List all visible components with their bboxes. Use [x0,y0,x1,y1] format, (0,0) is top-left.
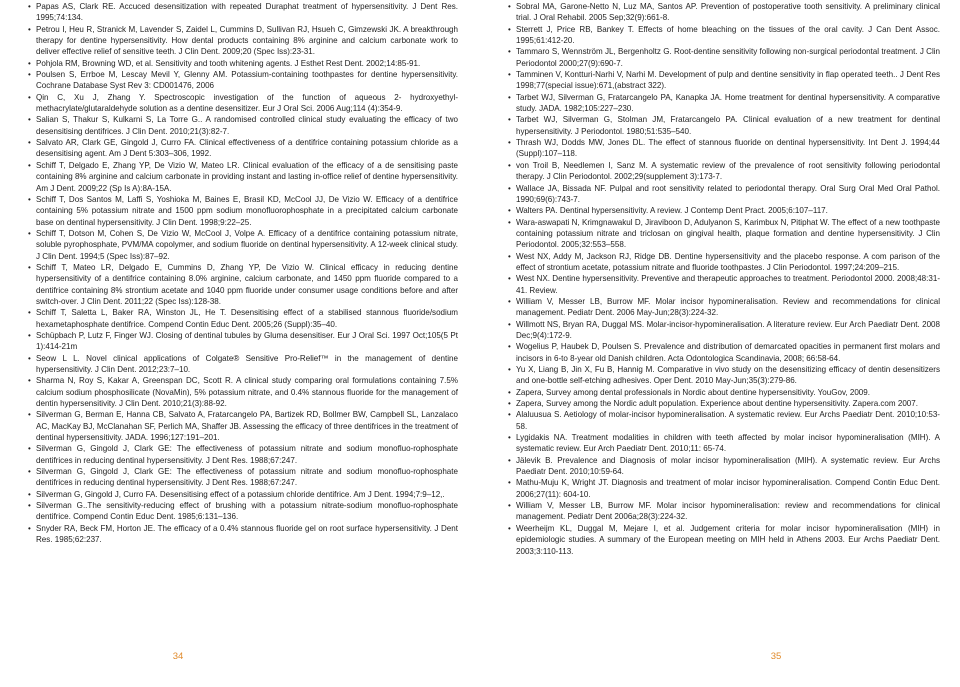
reference-item: • Wogelius P, Haubek D, Poulsen S. Prevalence and distribution of demarcated opacities in permanent first molars and incisors in 6-to 8-year old Danish children. Acta Odontologica Scandinavia, 2008; 66:58-64. [508,341,940,364]
reference-item: • Pohjola RM, Browning WD, et al. Sensitivity and tooth whitening agents. J Esthet Rest Dent. 2002;14:85-91. [28,58,458,69]
reference-item: • Sobral MA, Garone-Netto N, Luz MA, Santos AP. Prevention of postoperative tooth sensitivity. A preliminary clinical trial. J Oral Rehabil. 2005 Sep;32(9):661-8. [508,1,940,24]
reference-item: • Mathu-Muju K, Wright JT. Diagnosis and treatment of molar incisor hypomineralisation. Compend Contin Educ Dent. 2006;27(11): 604-10. [508,477,940,500]
reference-item: • Sharma N, Roy S, Kakar A, Greenspan DC, Scott R. A clinical study comparing oral formulations containing 7.5% calcium sodium phosphosilicate (NovaMin), 5% potassium nitrate, and 0.4% stannous fluoride for the management of dentin hypersensitivity. J Clin Dent. 2010;21(3):88-92. [28,375,458,409]
reference-item: • Schiff T, Dotson M, Cohen S, De Vizio W, McCool J, Volpe A. Efficacy of a dentifrice containing potassium nitrate, soluble pyrophosphate, PVM/MA copolymer, and sodium fluoride on dentinal hypersensitivity. A 12-week clinical study. J Clin Dent. 1994;5 (Spec Iss):87–92. [28,228,458,262]
reference-item: • Silverman G, Gingold J, Clark GE: The effectiveness of potassium nitrate and sodium monofluo-rophosphate dentifrices in reducing dentinal hypersensitivity. J Dent Res. 1988;67:247. [28,443,458,466]
reference-item: • Jälevik B. Prevalence and Diagnosis of molar incisor hypomineralisation (MIH). A systematic review. Eur Archs Paediatr Dent. 2010;10:59-64. [508,455,940,478]
reference-item: • Schiff T, Mateo LR, Delgado E, Cummins D, Zhang YP, De Vizio W. Clinical efficacy in reducing dentine hypersensitivity of a dentifrice containing 8.0% arginine, calcium carbonate, and 1450 ppm fluoride compared to a dentifrice containing 8% strontium acetate and 1040 ppm fluoride under consumer usage conditions before and after switch-over. J Clin Dent. 2011;22 (Spec Iss):128-38. [28,262,458,307]
reference-item: • Poulsen S, Errboe M, Lescay Mevil Y, Glenny AM. Potassium-containing toothpastes for dentine hypersensitivity. Cochrane Database Syst Rev 3: CD001476, 2006 [28,69,458,92]
page-number-right: 35 [770,651,782,662]
reference-list-left [28,1,458,546]
reference-item: • Tammaro S, Wennström JL, Bergenholtz G. Root-dentine sensitivity following non-surgical periodontal treatment. J Clin Periodontol 2000;27(9):690-7. [508,46,940,69]
reference-item: • Thrash WJ, Dodds MW, Jones DL. The effect of stannous fluoride on dentinal hypersensitivity. Int Dent J. 1994;44 (Suppl):107–118. [508,137,940,160]
reference-item: • Petrou I, Heu R, Stranick M, Lavender S, Zaidel L, Cummins D, Sullivan RJ, Hsueh C, Gimzewski JK. A breakthrough therapy for dentine hypersensitivity. How dental products containing 8% arginine and calcium carbonate work to deliver effective relief of sensitive teeth. J Clin Dent. 2009;20 (Spec Iss):23-31. [28,24,458,58]
reference-item: • West NX, Addy M, Jackson RJ, Ridge DB. Dentine hypersensitivity and the placebo response. A com parison of the effect of strontium acetate, potassium nitrate and fluoride toothpastes. J Clin Periodontol. 1997;24:209–215. [508,251,940,274]
reference-item: • Schüpbach P, Lutz F, Finger WJ. Closing of dentinal tubules by Gluma desensitiser. Eur J Oral Sci. 1997 Oct;105(5 Pt 1):414-21m [28,330,458,353]
reference-item: • Salian S, Thakur S, Kulkarni S, La Torre G.. A randomised controlled clinical study evaluating the efficacy of two desensitising dentifrices. J Clin Dent. 2010;21(3):82-7. [28,114,458,137]
reference-item: • Sterrett J, Price RB, Bankey T. Effects of home bleaching on the tissues of the oral cavity. J Can Dent Assoc. 1995;61:412-20. [508,24,940,47]
reference-item: • Silverman G, Gingold J, Curro FA. Desensitising effect of a potassium chloride dentifrice. Am J Dent. 1994;7:9–12,. [28,489,458,500]
reference-item: • Papas AS, Clark RE. Accuced desensitization with repeated Duraphat treatment of hypersensitivity. J Dent Res. 1995;74:134. [28,1,458,24]
reference-item: • Snyder RA, Beck FM, Horton JE. The efficacy of a 0.4% stannous fluoride gel on root surface hypersensitivity. J Dent Res. 1985;62:237. [28,523,458,546]
reference-item: • Schiff T, Saletta L, Baker RA, Winston JL, He T. Desensitising effect of a stabilised stannous fluoride/sodium hexametaphosphate dentifrice. Compend Contin Educ Dent. 2005;26 (Suppl):35–40. [28,307,458,330]
reference-item: • William V, Messer LB, Burrow MF. Molar incisor hypomineralisation: review and recommendations for clinical management. Pediatr Dent 2006a;28(3):224-32. [508,500,940,523]
reference-item: • Seow L L. Novel clinical applications of Colgate® Sensitive Pro-Relief™ in the management of dentine hypersensitivity. J Clin Dent. 2012;23:7–10. [28,353,458,376]
right-page [480,0,960,687]
reference-item: • Qin C, Xu J, Zhang Y. Spectroscopic investigation of the function of aqueous 2- hydroxyethyl-methacrylate/glutaraldehyde solution as a dentine desensitizer. Eur J Oral Sci. 2006 Aug;114 (4):354-9. [28,92,458,115]
reference-item: • Walters PA. Dentinal hypersensitivity. A review. J Contemp Dent Pract. 2005;6:107–117. [508,205,940,216]
page-number-left: 34 [172,651,184,662]
reference-item: • Silverman G, Berman E, Hanna CB, Salvato A, Fratarcangelo PA, Bartizek RD, Bollmer BW, Campbell SL, Lanzalaco AC, MacKay BJ, McClanahan SF, Perlich MA, Shaffer JB. Assessing the efficacy of three dentifrices in the treatment of dentinal hypersensitivity. JADA. 1996;127:191–201. [28,409,458,443]
reference-item: • Schiff T, Dos Santos M, Laffi S, Yoshioka M, Baines E, Brasil KD, McCool JJ, De Vizio W. Efficacy of a dentifrice containing 5% potassium nitrate and 1500 ppm sodium monofluorophosphate in a precipitated calcium carbonate base on dentinal hypersensitivity. J Clin Dent. 1998;9:22–25. [28,194,458,228]
reference-item: • Zapera, Survey among the Nordic adult population. Experience about dentine hypersensitivity. Zapera.com 2007. [508,398,940,409]
reference-item: • Yu X, Liang B, Jin X, Fu B, Hannig M. Comparative in vivo study on the desensitizing efficacy of dentin desensitizers and one-bottle self-etching adhesives. Oper Dent. 2010 May-Jun;35(3):279-86. [508,364,940,387]
reference-item: • West NX. Dentine hypersensitivity. Preventive and therapeutic approaches to treatment. Periodontol 2000. 2008;48:31-41. Review. [508,273,940,296]
reference-item: • Salvato AR, Clark GE, Gingold J, Curro FA. Clinical effectiveness of a dentifrice containing potassium chloride as a desensitising agent. Am J Dent 5:303–306, 1992. [28,137,458,160]
reference-item: • Tarbet WJ, Silverman G, Stolman JM, Fratarcangelo PA. Clinical evaluation of a new treatment for dentinal hypersensitivity. J Periodontol. 1980;51:535–540. [508,114,940,137]
reference-item: • Weerheijm KL, Duggal M, Mejare I, et al. Judgement criteria for molar incisor hypomineralisation (MIH) in epidemiologic studies. A summary of the European meeting on MIH held in Athens 2003. Eur Archs Paediatr Dent. 2003;3:110-113. [508,523,940,557]
reference-item: • Lygidakis NA. Treatment modalities in children with teeth affected by molar incisor hypomineralisation (MIH). A systematic review. Eur Arch Paediatr Dent. 2010;11: 65-74. [508,432,940,455]
reference-item: • Wara-aswapati N, Krimgnawakul D, Jiraviboon D, Adulyanon S, Karimbux N, Pitiphat W. The effect of a new toothpaste containing potassium nitrate and triclosan on gingival health, plaque formation and dentine hypersensitivity. J Clin Periodontol. 2005;32:553–558. [508,217,940,251]
reference-item: • Silverman G..The sensitivity-reducing effect of brushing with a potassium nitrate-sodium monofluo-rophosphate dentifrice. Compend Contin Educ Dent. 1985;6:131–136. [28,500,458,523]
reference-item: • Alaluusua S. Aetiology of molar-incisor hypomineralisation. A systematic review. Eur Archs Paediatr Dent. 2010;10:53-58. [508,409,940,432]
reference-item: • Silverman G, Gingold J, Clark GE: The effectiveness of potassium nitrate and sodium monofluo-rophosphate dentifrices in reducing dentinal hypersensitivity. J Dent Res. 1988;67:247. [28,466,458,489]
reference-item: • William V, Messer LB, Burrow MF. Molar incisor hypomineralisation. Review and recommendations for clinical management. Pediatr Dent. 2006 May-Jun;28(3):224-32. [508,296,940,319]
reference-item: • von Troil B, Needlemen I, Sanz M. A systematic review of the prevalence of root sensitivity following periodontal therapy. J Clin Periodontol. 2002;29(supplement 3):173-7. [508,160,940,183]
reference-item: • Zapera, Survey among dental professionals in Nordic about dentine hypersensitivity. YouGov, 2009. [508,387,940,398]
reference-list-right [508,1,940,557]
reference-item: • Willmott NS, Bryan RA, Duggal MS. Molar-incisor-hypomineralisation. A literature review. Eur Arch Paediatr Dent. 2008 Dec;9(4):172-9. [508,319,940,342]
reference-item: • Schiff T, Delgado E, Zhang YP, De Vizio W, Mateo LR. Clinical evaluation of the efficacy of a de sensitising paste containing 8% arginine and calcium carbonate in providing instant and lasting in-office relief of dentine hypersensitivity. Am J Dent. 2009;22 (Sp Is A):8A-15A. [28,160,458,194]
reference-item: • Tamminen V, Kontturi-Narhi V, Narhi M. Development of pulp and dentine sensitivity in flap operated teeth.. J Dent Res 1998;77(special issue):671,(abstract 322). [508,69,940,92]
reference-item: • Wallace JA, Bissada NF. Pulpal and root sensitivity related to periodontal therapy. Oral Surg Oral Med Oral Pathol. 1990;69(6):743-7. [508,183,940,206]
reference-item: • Tarbet WJ, Silverman G, Fratarcangelo PA, Kanapka JA. Home treatment for dentinal hypersensitivity. A comparative study. JADA. 1982;105:227–230. [508,92,940,115]
